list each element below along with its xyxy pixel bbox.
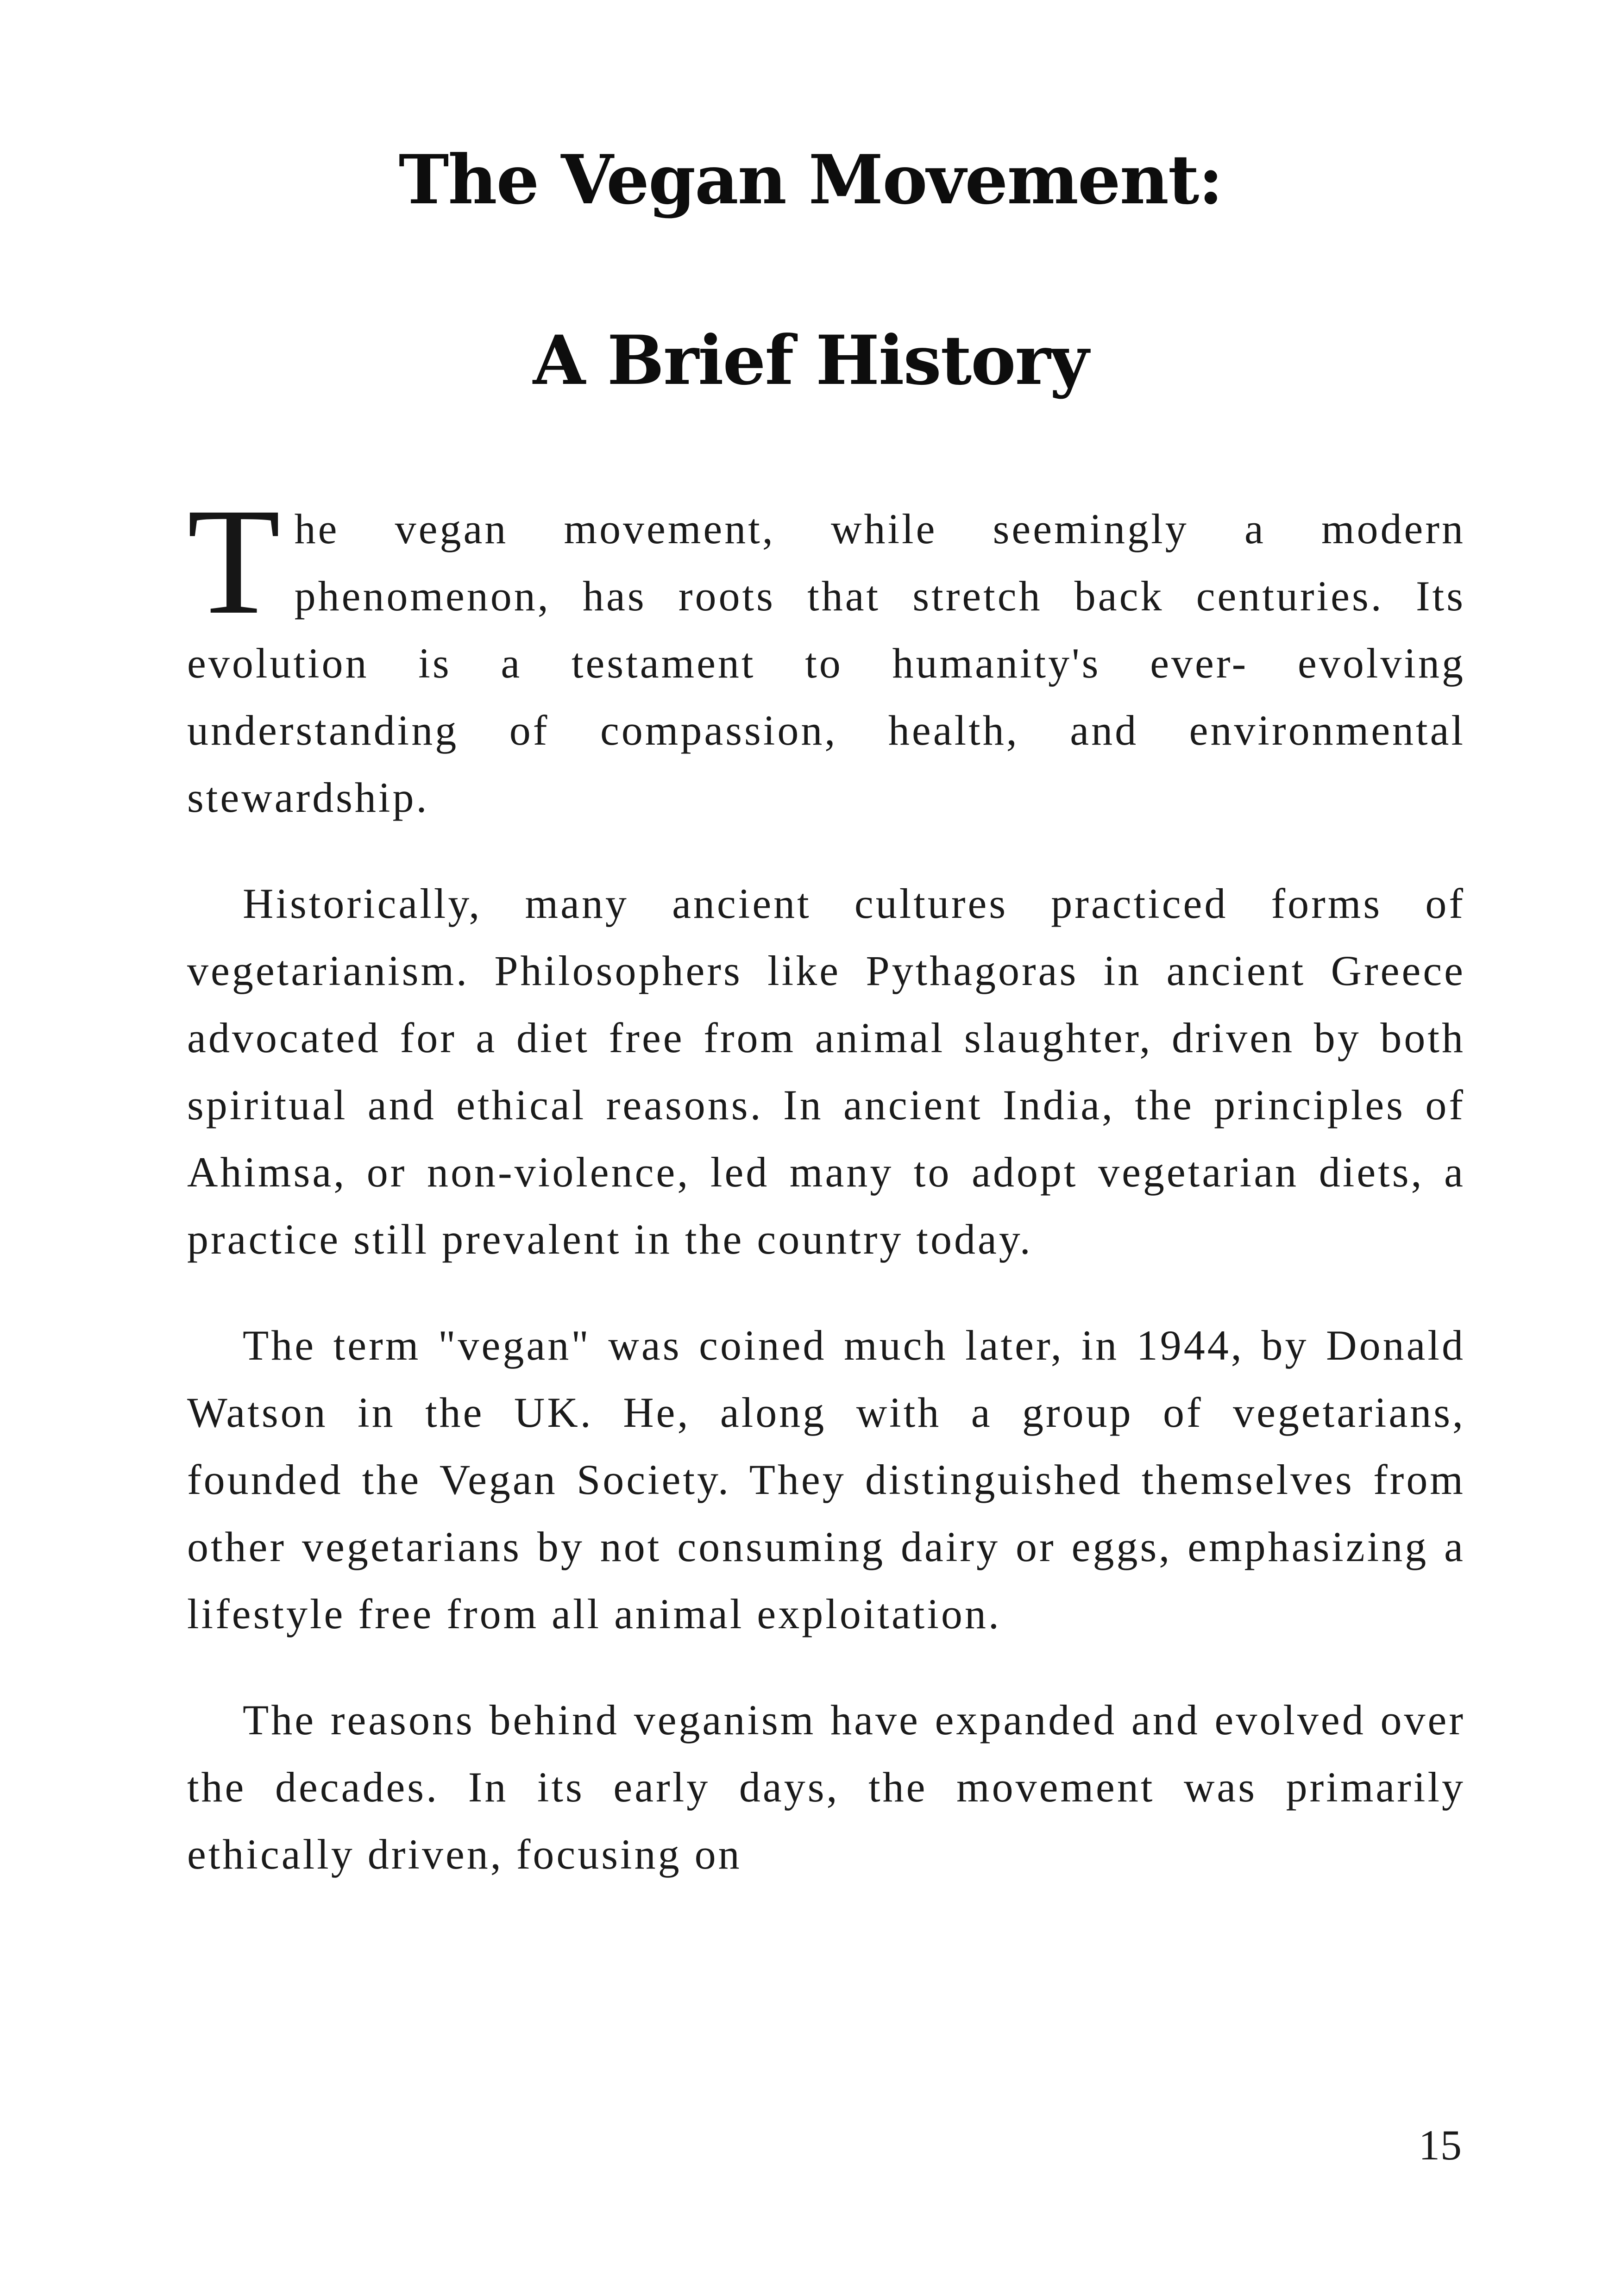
page-subtitle: A Brief History <box>533 321 1088 400</box>
paragraph-4: The reasons behind veganism have expanded and evolved over the decades. In its early days, the movement was primarily ethically driven, focusing on <box>187 1696 1465 1878</box>
paragraph-1-text: he vegan movement, while seemingly a modern phenomenon, has roots that stretch back centuries. Its evolution is a testament to humanity's ever- evolving understanding of compassion, health, and environmental stewardship. <box>187 505 1465 821</box>
paragraph-3: The term "vegan" was coined much later, in 1944, by Donald Watson in the UK. He, along with a group of vegetarians, founded the Vegan Society. They distinguished themselves from other vegetarians by not consuming dairy or eggs, emphasizing a lifestyle free from all animal exploitation. <box>187 1322 1465 1637</box>
paragraph-2: Historically, many ancient cultures practiced forms of vegetarianism. Philosophers like Pythagoras in ancient Greece advocated for a diet free from animal slaughter, driven by both spiritual and ethical reasons. In ancient India, the principles of Ahimsa, or non-violence, led many to adopt vegetarian diets, a practice still prevalent in the country today. <box>187 880 1465 1263</box>
page-title: The Vegan Movement: <box>398 140 1223 220</box>
drop-cap: T <box>187 477 281 646</box>
paragraph-1 <box>187 477 1465 831</box>
page-number: 15 <box>1419 2121 1462 2169</box>
body-text <box>187 477 1465 1927</box>
